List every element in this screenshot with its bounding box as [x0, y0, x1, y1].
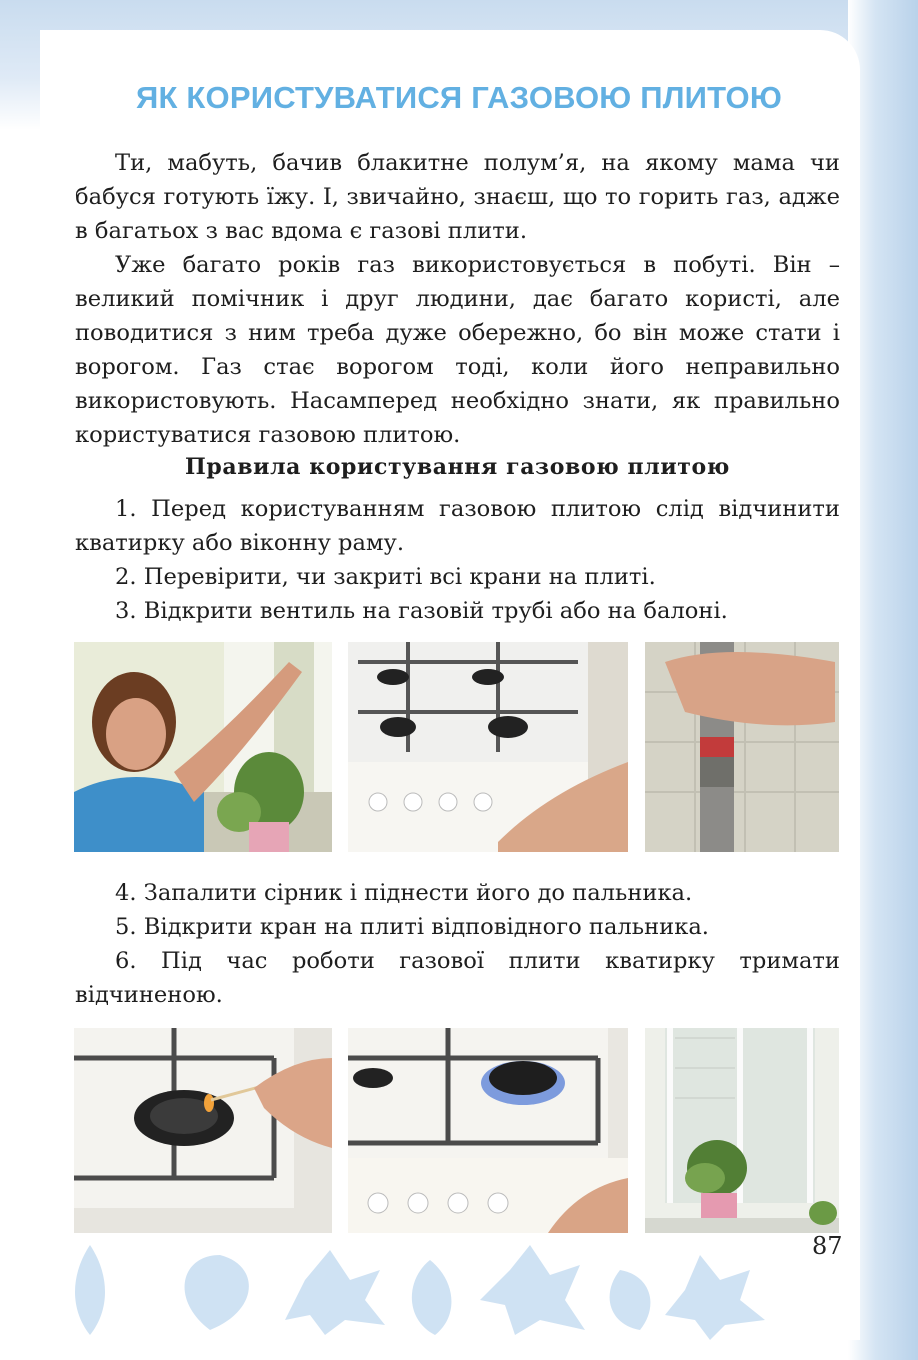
rule-item: 4. Запалити сірник і піднести його до пальника.	[115, 880, 693, 906]
leaf-decoration	[60, 1240, 800, 1340]
rule-item: 6. Під час роботи газової плити кватирку тримати відчиненою.	[75, 948, 840, 1008]
photo-hand-checking-stove-knobs	[348, 642, 628, 852]
rule-item: 3. Відкрити вентиль на газовій трубі або на балоні.	[115, 598, 728, 624]
intro-text	[75, 146, 840, 452]
page-number: 87	[812, 1232, 843, 1260]
photo-blue-flame-on-burner	[348, 1028, 628, 1233]
rule-item: 5. Відкрити кран на плиті відповідного пальника.	[115, 914, 709, 940]
intro-paragraph: Ти, мабуть, бачив блакитне полум’я, на якому мама чи бабуся готують їжу. І, звичайно, знаєш, що то горить газ, адже в багатьох з вас вдома є газові плити.	[75, 150, 840, 244]
rule-item: 1. Перед користуванням газовою плитою слід відчинити кватирку або віконну раму.	[75, 496, 840, 556]
photo-lighting-match-at-burner	[74, 1028, 332, 1233]
photo-open-window-with-plant	[645, 1028, 839, 1233]
page-title: ЯК КОРИСТУВАТИСЯ ГАЗОВОЮ ПЛИТОЮ	[135, 80, 783, 115]
photo-woman-opening-window	[74, 642, 332, 852]
rules-heading: Правила користування газовою плитою	[185, 454, 730, 480]
rules-list-part1	[75, 492, 840, 628]
rule-item: 2. Перевірити, чи закриті всі крани на плиті.	[115, 564, 656, 590]
photo-hand-on-gas-pipe-valve	[645, 642, 839, 852]
rules-list-part2	[75, 876, 840, 1012]
intro-paragraph: Уже багато років газ використовується в побуті. Він – великий помічник і друг людини, дає багато користі, але поводитися з ним треба дуже обережно, бо він може стати і ворогом. Газ стає ворогом тоді, коли його неправильно використовують. Насамперед необхідно знати, як правильно користуватися газовою плитою.	[75, 252, 840, 448]
